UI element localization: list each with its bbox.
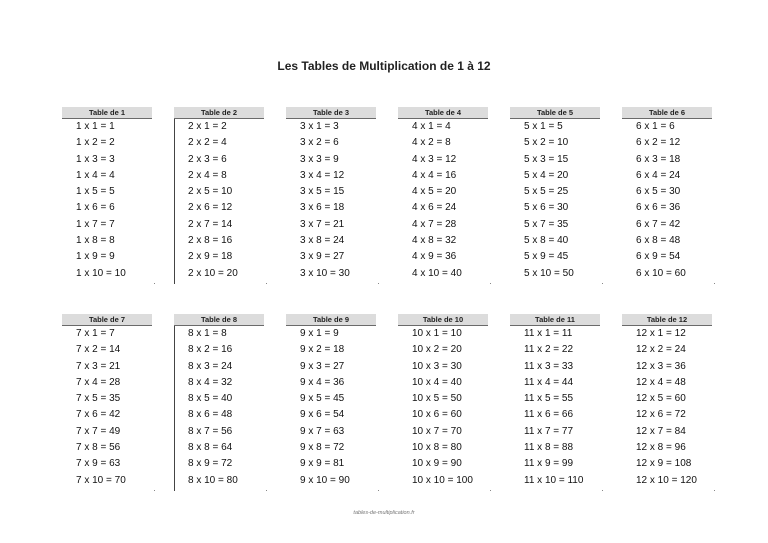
table-header: Table de 6 — [622, 107, 712, 119]
table-row: 12 x 6 = 72 — [636, 409, 686, 421]
table-row: 7 x 10 = 70 — [76, 474, 126, 486]
table-row: 4 x 10 = 40 — [412, 267, 462, 279]
table-row: 9 x 8 = 72 — [300, 442, 345, 454]
table-row: 10 x 7 = 70 — [412, 425, 462, 437]
table-row: 5 x 5 = 25 — [524, 186, 569, 198]
table-row: 3 x 10 = 30 — [300, 267, 350, 279]
table-row: 10 x 8 = 80 — [412, 442, 462, 454]
table-row: 3 x 8 = 24 — [300, 235, 345, 247]
table-row: 11 x 7 = 77 — [524, 425, 574, 437]
decorative-dot — [714, 283, 715, 284]
table-row: 1 x 10 = 10 — [76, 267, 126, 279]
table-row: 7 x 2 = 14 — [76, 344, 121, 356]
decorative-dot — [378, 283, 379, 284]
table-row: 3 x 2 = 6 — [300, 137, 339, 149]
table-row: 1 x 1 = 1 — [76, 121, 115, 132]
table-row: 1 x 2 = 2 — [76, 137, 115, 149]
table-row: 12 x 3 = 36 — [636, 360, 686, 372]
table-row: 9 x 1 = 9 — [300, 328, 339, 339]
decorative-dot — [266, 490, 267, 491]
table-row: 7 x 3 = 21 — [76, 360, 121, 372]
table-header: Table de 12 — [622, 314, 712, 326]
table-row: 7 x 5 = 35 — [76, 393, 121, 405]
table-row: 7 x 4 = 28 — [76, 376, 121, 388]
table-row: 3 x 1 = 3 — [300, 121, 339, 132]
table-row: 2 x 5 = 10 — [188, 186, 233, 198]
table-row: 4 x 8 = 32 — [412, 235, 457, 247]
table-row: 8 x 6 = 48 — [188, 409, 233, 421]
multiplication-table-3 — [286, 107, 376, 282]
table-header: Table de 4 — [398, 107, 488, 119]
table-row: 8 x 2 = 16 — [188, 344, 233, 356]
table-row: 3 x 5 = 15 — [300, 186, 345, 198]
table-row: 9 x 3 = 27 — [300, 360, 345, 372]
table-row: 1 x 7 = 7 — [76, 218, 115, 230]
table-row: 2 x 1 = 2 — [188, 121, 227, 132]
table-row: 2 x 8 = 16 — [188, 235, 233, 247]
table-row: 3 x 4 = 12 — [300, 169, 345, 181]
table-row: 5 x 4 = 20 — [524, 169, 569, 181]
table-row: 3 x 7 = 21 — [300, 218, 345, 230]
table-row: 2 x 6 = 12 — [188, 202, 233, 214]
table-row: 5 x 6 = 30 — [524, 202, 569, 214]
decorative-dot — [154, 490, 155, 491]
table-row: 3 x 3 = 9 — [300, 153, 339, 165]
table-row: 11 x 1 = 11 — [524, 328, 573, 339]
table-row: 4 x 2 = 8 — [412, 137, 451, 149]
table-row: 10 x 1 = 10 — [412, 328, 462, 339]
decorative-dot — [602, 490, 603, 491]
table-row: 1 x 5 = 5 — [76, 186, 115, 198]
table-row: 7 x 1 = 7 — [76, 328, 115, 339]
table-row: 12 x 2 = 24 — [636, 344, 686, 356]
multiplication-table-12 — [622, 314, 712, 489]
table-row: 4 x 5 = 20 — [412, 186, 457, 198]
table-row: 8 x 4 = 32 — [188, 376, 233, 388]
table-row: 1 x 3 = 3 — [76, 153, 115, 165]
table-row: 1 x 9 = 9 — [76, 251, 115, 263]
table-row: 7 x 8 = 56 — [76, 442, 121, 454]
table-row: 9 x 10 = 90 — [300, 474, 350, 486]
table-row: 1 x 6 = 6 — [76, 202, 115, 214]
table-row: 4 x 6 = 24 — [412, 202, 457, 214]
table-row: 12 x 7 = 84 — [636, 425, 686, 437]
table-header: Table de 10 — [398, 314, 488, 326]
table-row: 1 x 4 = 4 — [76, 169, 115, 181]
table-row: 11 x 4 = 44 — [524, 376, 574, 388]
decorative-dot — [602, 283, 603, 284]
table-row: 5 x 3 = 15 — [524, 153, 569, 165]
decorative-dot — [154, 283, 155, 284]
table-row: 8 x 10 = 80 — [188, 474, 238, 486]
multiplication-table-10 — [398, 314, 488, 489]
table-row: 8 x 8 = 64 — [188, 442, 233, 454]
table-row: 5 x 8 = 40 — [524, 235, 569, 247]
table-row: 10 x 9 = 90 — [412, 458, 462, 470]
table-row: 6 x 7 = 42 — [636, 218, 681, 230]
table-row: 4 x 7 = 28 — [412, 218, 457, 230]
table-row: 9 x 7 = 63 — [300, 425, 345, 437]
table-row: 11 x 9 = 99 — [524, 458, 574, 470]
table-row: 2 x 3 = 6 — [188, 153, 227, 165]
table-row: 6 x 2 = 12 — [636, 137, 681, 149]
multiplication-table-5 — [510, 107, 600, 282]
table-row: 6 x 5 = 30 — [636, 186, 681, 198]
table-row: 10 x 10 = 100 — [412, 474, 473, 486]
table-row: 12 x 10 = 120 — [636, 474, 697, 486]
table-row: 4 x 9 = 36 — [412, 251, 457, 263]
table-row: 12 x 5 = 60 — [636, 393, 686, 405]
page-title: Les Tables de Multiplication de 1 à 12 — [277, 59, 491, 73]
multiplication-table-8 — [174, 314, 264, 489]
table-row: 12 x 8 = 96 — [636, 442, 686, 454]
decorative-dot — [266, 283, 267, 284]
table-row: 8 x 9 = 72 — [188, 458, 233, 470]
table-row: 8 x 3 = 24 — [188, 360, 233, 372]
multiplication-table-2 — [174, 107, 264, 282]
table-row: 3 x 6 = 18 — [300, 202, 345, 214]
decorative-dot — [490, 283, 491, 284]
table-header: Table de 3 — [286, 107, 376, 119]
multiplication-table-7 — [62, 314, 152, 489]
table-row: 2 x 2 = 4 — [188, 137, 227, 149]
table-row: 10 x 5 = 50 — [412, 393, 462, 405]
tables-block-top — [62, 107, 712, 282]
table-row: 9 x 5 = 45 — [300, 393, 345, 405]
table-header: Table de 1 — [62, 107, 152, 119]
table-row: 5 x 1 = 5 — [524, 121, 563, 132]
table-row: 9 x 6 = 54 — [300, 409, 345, 421]
multiplication-table-9 — [286, 314, 376, 489]
table-row: 5 x 2 = 10 — [524, 137, 569, 149]
table-header: Table de 2 — [174, 107, 264, 119]
table-row: 8 x 7 = 56 — [188, 425, 233, 437]
decorative-dot — [490, 490, 491, 491]
table-row: 11 x 10 = 110 — [524, 474, 584, 486]
table-row: 12 x 4 = 48 — [636, 376, 686, 388]
table-header: Table de 8 — [174, 314, 264, 326]
table-row: 10 x 6 = 60 — [412, 409, 462, 421]
table-header: Table de 9 — [286, 314, 376, 326]
table-row: 11 x 6 = 66 — [524, 409, 574, 421]
table-row: 2 x 4 = 8 — [188, 169, 227, 181]
table-row: 8 x 5 = 40 — [188, 393, 233, 405]
decorative-dot — [714, 490, 715, 491]
table-row: 8 x 1 = 8 — [188, 328, 227, 339]
multiplication-table-1 — [62, 107, 152, 282]
table-row: 7 x 9 = 63 — [76, 458, 121, 470]
table-row: 11 x 3 = 33 — [524, 360, 574, 372]
table-header: Table de 11 — [510, 314, 600, 326]
table-row: 6 x 6 = 36 — [636, 202, 681, 214]
table-row: 12 x 1 = 12 — [636, 328, 686, 339]
table-row: 11 x 8 = 88 — [524, 442, 574, 454]
tables-block-bottom — [62, 314, 712, 489]
table-row: 6 x 4 = 24 — [636, 169, 681, 181]
table-row: 1 x 8 = 8 — [76, 235, 115, 247]
decorative-dot — [378, 490, 379, 491]
table-row: 4 x 1 = 4 — [412, 121, 451, 132]
table-header: Table de 7 — [62, 314, 152, 326]
multiplication-table-6 — [622, 107, 712, 282]
table-row: 2 x 7 = 14 — [188, 218, 233, 230]
table-row: 6 x 1 = 6 — [636, 121, 675, 132]
table-row: 9 x 4 = 36 — [300, 376, 345, 388]
multiplication-table-11 — [510, 314, 600, 489]
table-row: 6 x 3 = 18 — [636, 153, 681, 165]
table-row: 5 x 10 = 50 — [524, 267, 574, 279]
table-row: 7 x 6 = 42 — [76, 409, 121, 421]
footer-source: tables-de-multiplication.fr — [353, 510, 415, 516]
table-row: 6 x 8 = 48 — [636, 235, 681, 247]
table-row: 11 x 5 = 55 — [524, 393, 574, 405]
table-row: 10 x 4 = 40 — [412, 376, 462, 388]
multiplication-table-4 — [398, 107, 488, 282]
table-row: 6 x 9 = 54 — [636, 251, 681, 263]
table-row: 9 x 2 = 18 — [300, 344, 345, 356]
table-header: Table de 5 — [510, 107, 600, 119]
table-row: 2 x 9 = 18 — [188, 251, 233, 263]
table-row: 12 x 9 = 108 — [636, 458, 692, 470]
table-row: 2 x 10 = 20 — [188, 267, 238, 279]
table-row: 7 x 7 = 49 — [76, 425, 121, 437]
table-row: 10 x 3 = 30 — [412, 360, 462, 372]
table-row: 4 x 4 = 16 — [412, 169, 457, 181]
table-row: 3 x 9 = 27 — [300, 251, 345, 263]
table-row: 6 x 10 = 60 — [636, 267, 686, 279]
table-row: 10 x 2 = 20 — [412, 344, 462, 356]
table-row: 11 x 2 = 22 — [524, 344, 574, 356]
table-row: 9 x 9 = 81 — [300, 458, 345, 470]
table-row: 5 x 7 = 35 — [524, 218, 569, 230]
table-row: 5 x 9 = 45 — [524, 251, 569, 263]
table-row: 4 x 3 = 12 — [412, 153, 457, 165]
